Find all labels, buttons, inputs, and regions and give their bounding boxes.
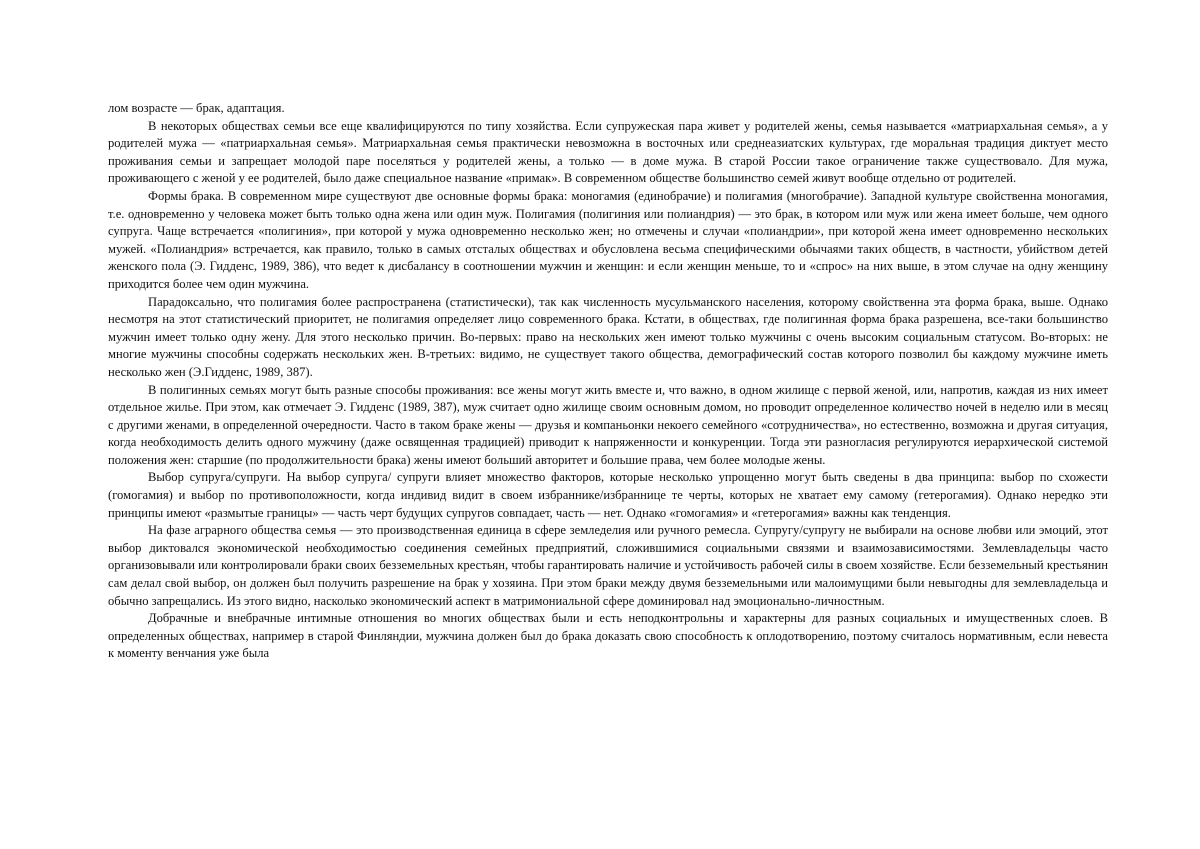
paragraph-marriage-forms: Формы брака. В современном мире существуют две основные формы брака: моногамия (единобрачие) и полигамия (многобрачие). Западной культуре свойственна моногамия, т.е. одновременно у человека может быть только одна жена или один муж. Полигамия (полигиния или полиандрия) — это брак, в котором или муж или жена имеет больше, чем одного супруга. Чаще встречается «полигиния», при которой у мужа одновременно несколько жен; но отмечены и случаи «полиандрии», при которой жена имеет одновременно нескольких мужей. «Полиандрия» встречается, как правило, только в самых отсталых обществах и обусловлена весьма специфическими обычаями таких обществ, в частности, убийством детей женского пола (Э. Гидденс, 1989, 386), что ведет к дисбалансу в соотношении мужчин и женщин: и если женщин меньше, то и «спрос» на них выше, в этом случае на одну женщину приходится более чем один мужчина. <box>108 188 1108 291</box>
paragraph-premarital-relations: Добрачные и внебрачные интимные отношения во многих обществах были и есть неподконтрольны и характерны для разных социальных и имущественных слоев. В определенных обществах, например в старой Финляндии, мужчина должен был до брака доказать свою способность к оплодотворению, поэтому считалось нормативным, если невеста к моменту венчания уже была <box>108 611 1108 661</box>
document-page <box>108 100 1108 663</box>
paragraph-agrarian-society: На фазе аграрного общества семья — это производственная единица в сфере земледелия или ручного ремесла. Супругу/супругу не выбирали на основе любви или эмоций, этот выбор диктовался экономической необходимостью соединения семейных предприятий, сложившимися социальными связями и взаимозависимостями. Землевладельцы часто организовывали или контролировали браки своих безземельных крестьян, чтобы гарантировать наличие и устойчивость рабочей силы в своем хозяйстве. Если безземельный крестьянин сам делал свой выбор, он должен был получить разрешение на брак у хозяина. При этом браки между двумя безземельными или малоимущими были невыгодны для землевладельца и обычно запрещались. Из этого видно, насколько экономический аспект в матримониальной сфере доминировал над эмоционально-личностным. <box>108 523 1108 608</box>
paragraph-family-types: В некоторых обществах семьи все еще квалифицируются по типу хозяйства. Если супружеская пара живет у родителей жены, семья называется «матриархальная семья», а у родителей мужа — «патриархальная семья». Матриархальная семья практически невозможна в восточных или среднеазиатских культурах, где моральная традиция диктует место проживания семьи и запрещает молодой паре поселяться у родителей жены, а только — в доме мужа. В старой России такое ограничение также существовало. Для мужа, проживающего с женой у ее родителей, было даже специальное название «примак». В современном обществе большинство семей живут вообще отдельно от родителей. <box>108 118 1108 186</box>
paragraph-polygynous-living: В полигинных семьях могут быть разные способы проживания: все жены могут жить вместе и, что важно, в одном жилище с первой женой, или, напротив, каждая из них имеет отдельное жилье. При этом, как отмечает Э. Гидденс (1989, 387), муж считает одно жилище своим основным домом, но проводит определенное количество ночей в неделю или в месяц с другими женами, в определенной очередности. Часто в таком браке жены — друзья и компаньонки некоего семейного «сотрудничества», но естественно, возможна и другая ситуация, когда необходимость делить одного мужчину (даже освященная традицией) приводит к напряженности и конкуренции. Тогда эти разногласия регулируются иерархической системой положения жен: старшие (по продолжительности брака) жены имеют больший авторитет и большие права, чем более молодые жены. <box>108 382 1108 467</box>
paragraph-polygamy-paradox: Парадоксально, что полигамия более распространена (статистически), так как численность мусульманского населения, которому свойственна эта форма брака, выше. Однако несмотря на этот статистический приоритет, не полигамия определяет лицо современного брака. Кстати, в обществах, где полигинная форма брака разрешена, все-таки большинство мужчин имеет только одну жену. Для этого несколько причин. Во-первых: право на нескольких жен имеют только мужчины с очень высоким социальным статусом. Во-вторых: не многие мужчины способны содержать нескольких жен. В-третьих: видимо, не существует такого общества, демографический состав которого позволил бы каждому мужчине иметь несколько жен (Э.Гидденс, 1989, 387). <box>108 294 1108 379</box>
paragraph-spouse-choice: Выбор супруга/супруги. На выбор супруга/ супруги влияет множество факторов, которые несколько упрощенно могут быть сведены в два принципа: выбор по схожести (гомогамия) и выбор по противоположности, когда индивид видит в своем избраннике/избраннице те черты, которых не хватает ему самому (гетерогамия). Однако нередко эти принципы имеют «размытые границы» — часть черт будущих супругов совпадает, часть — нет. Однако «гомогамия» и «гетерогамия» важны как тенденция. <box>108 470 1108 520</box>
paragraph-continuation: лом возрасте — брак, адаптация. <box>108 101 285 115</box>
